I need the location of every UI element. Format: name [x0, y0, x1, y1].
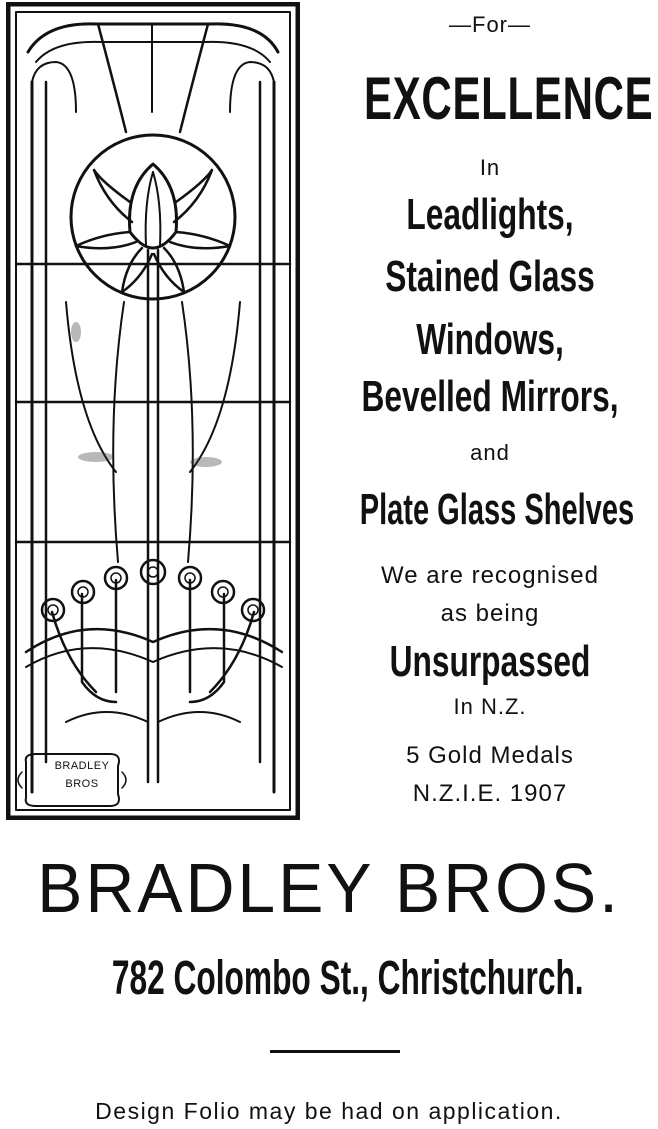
cartouche-label-line1: BRADLEY: [54, 760, 110, 772]
product-bevelled-mirrors: Bevelled Mirrors,: [361, 372, 619, 421]
headline: EXCELLENCE: [364, 65, 654, 132]
exhibition-line: N.Z.I.E. 1907: [412, 780, 568, 807]
stained-glass-window-illustration: [6, 2, 300, 820]
divider-rule: [270, 1050, 400, 1053]
and-line: and: [470, 440, 510, 465]
in-nz-line: In N.Z.: [453, 694, 527, 719]
product-windows: Windows,: [416, 315, 564, 364]
unsurpassed-line: Unsurpassed: [389, 637, 591, 686]
medals-line: 5 Gold Medals: [406, 742, 574, 769]
product-plate-glass-shelves: Plate Glass Shelves: [359, 485, 635, 534]
for-line: —For—: [449, 12, 531, 37]
firm-address: 782 Colombo St., Christchurch.: [111, 952, 584, 1005]
recognised-line-2: as being: [440, 600, 540, 627]
product-leadlights: Leadlights,: [406, 190, 574, 239]
in-line: In: [479, 155, 501, 180]
firm-name: BRADLEY BROS.: [37, 849, 621, 927]
cartouche-label-line2: BROS: [65, 778, 99, 790]
product-stained-glass: Stained Glass: [385, 252, 595, 301]
recognised-line-1: We are recognised: [381, 562, 599, 589]
folio-note: Design Folio may be had on application.: [95, 1098, 563, 1124]
